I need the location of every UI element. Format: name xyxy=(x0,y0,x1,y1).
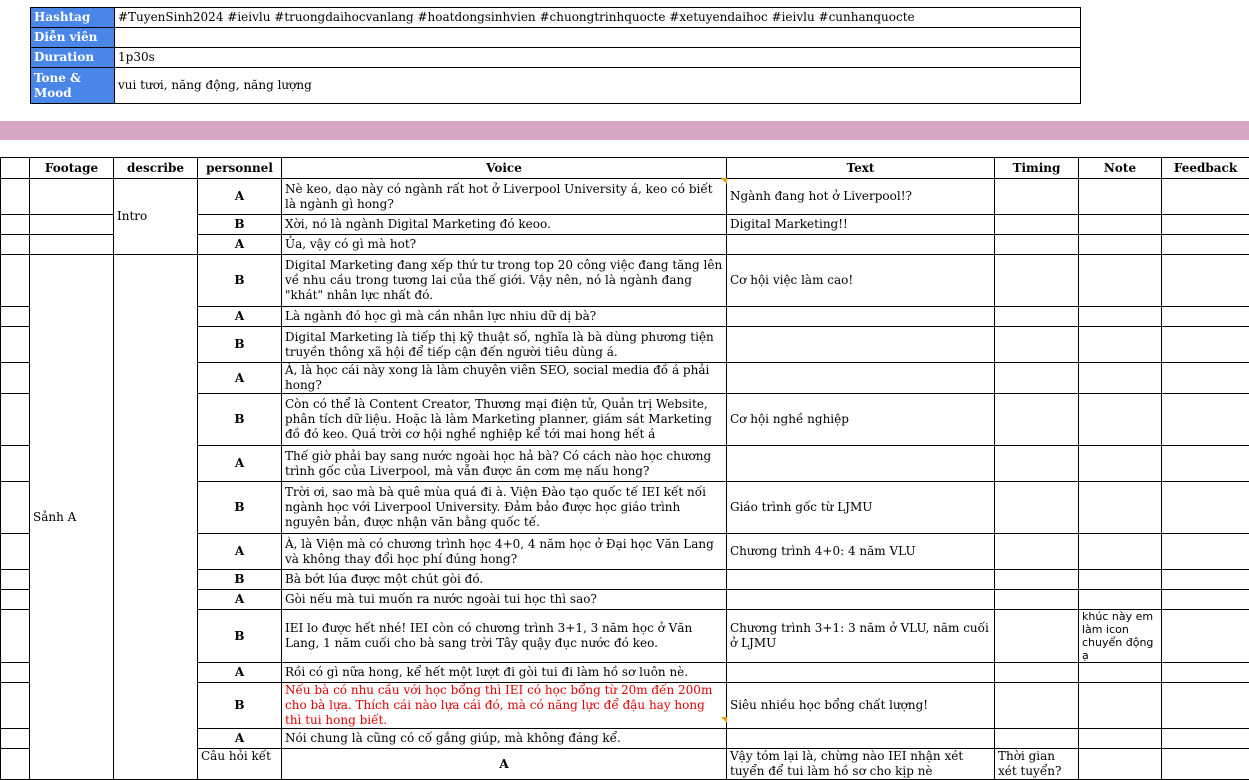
meta-label-duration[interactable]: Duration xyxy=(31,48,115,68)
cell-timing[interactable] xyxy=(995,590,1079,610)
comment-marker-icon[interactable] xyxy=(721,178,727,184)
cell-note[interactable]: khúc này em làm icon chuyển động ạ xyxy=(1079,610,1162,663)
cell-feedback[interactable] xyxy=(1162,729,1249,749)
cell-blank[interactable] xyxy=(1,179,30,215)
cell-timing[interactable] xyxy=(1079,749,1162,780)
header-row xyxy=(1,158,1249,179)
header-describe[interactable]: describe xyxy=(114,158,198,179)
cell-text[interactable]: Chương trình 3+1: 3 năm ở VLU, năm cuối ở LJMU xyxy=(727,610,995,663)
cell-feedback[interactable] xyxy=(1162,590,1249,610)
cell-personnel[interactable]: B xyxy=(198,683,282,729)
cell-text[interactable]: Digital Marketing!! xyxy=(727,215,995,235)
cell-voice[interactable]: À, là Viện mà có chương trình học 4+0, 4 năm học ở Đại học Văn Lang và không thay đổi học phí đúng hong? xyxy=(282,534,727,570)
cell-timing[interactable] xyxy=(995,570,1079,590)
cell-blank[interactable] xyxy=(1,590,30,610)
cell-personnel[interactable]: B xyxy=(198,482,282,534)
cell-text[interactable]: Giáo trình gốc từ LJMU xyxy=(727,482,995,534)
cell-text[interactable] xyxy=(727,570,995,590)
cell-personnel[interactable]: A xyxy=(198,590,282,610)
meta-row-hashtag xyxy=(31,8,1081,28)
header-personnel[interactable]: personnel xyxy=(198,158,282,179)
cell-note[interactable] xyxy=(1079,663,1162,683)
cell-blank[interactable] xyxy=(1,570,30,590)
cell-text[interactable]: Cơ hội nghề nghiệp xyxy=(727,394,995,446)
cell-note[interactable] xyxy=(1079,590,1162,610)
cell-text[interactable] xyxy=(727,446,995,482)
cell-personnel[interactable]: A xyxy=(282,749,727,780)
cell-blank[interactable] xyxy=(1,215,30,235)
cell-blank[interactable] xyxy=(1,307,30,327)
cell-note[interactable] xyxy=(1079,482,1162,534)
meta-label-hashtag[interactable]: Hashtag xyxy=(31,8,115,28)
cell-personnel[interactable]: B xyxy=(198,255,282,307)
cell-personnel[interactable]: A xyxy=(198,235,282,255)
cell-personnel[interactable]: B xyxy=(198,215,282,235)
cell-timing[interactable] xyxy=(995,534,1079,570)
cell-voice[interactable]: Digital Marketing là tiếp thị kỹ thuật số, nghĩa là bà dùng phương tiện truyền thông xã hội để tiếp cận đến người tiêu dùng á. xyxy=(282,327,727,363)
cell-feedback[interactable] xyxy=(1162,610,1249,663)
cell-timing[interactable] xyxy=(995,610,1079,663)
cell-note[interactable] xyxy=(1079,394,1162,446)
cell-feedback[interactable] xyxy=(1162,363,1249,394)
cell-personnel[interactable]: A xyxy=(198,729,282,749)
cell-feedback[interactable] xyxy=(1162,446,1249,482)
cell-note[interactable] xyxy=(1079,446,1162,482)
cell-describe-intro[interactable]: Intro xyxy=(114,179,198,255)
cell-timing[interactable] xyxy=(995,363,1079,394)
cell-personnel[interactable]: A xyxy=(198,179,282,215)
cell-feedback[interactable] xyxy=(1162,307,1249,327)
cell-note[interactable] xyxy=(1079,215,1162,235)
cell-timing[interactable] xyxy=(995,327,1079,363)
cell-note[interactable] xyxy=(1079,255,1162,307)
cell-blank[interactable] xyxy=(1,482,30,534)
meta-value-actors[interactable] xyxy=(115,28,1081,48)
script-table xyxy=(0,157,1249,780)
cell-blank[interactable] xyxy=(1,683,30,729)
cell-personnel[interactable]: A xyxy=(198,534,282,570)
meta-value-duration[interactable]: 1p30s xyxy=(115,48,1081,68)
table-row xyxy=(1,179,1249,215)
cell-blank[interactable] xyxy=(1,235,30,255)
cell-text[interactable] xyxy=(727,363,995,394)
cell-text[interactable]: Siêu nhiều học bổng chất lượng! xyxy=(727,683,995,729)
cell-voice[interactable]: Là ngành đó học gì mà cần nhân lực nhiu dữ dị bà? xyxy=(282,307,727,327)
cell-text[interactable] xyxy=(727,590,995,610)
cell-voice[interactable]: Ủa, vậy có gì mà hot? xyxy=(282,235,727,255)
cell-voice[interactable]: Vậy tóm lại là, chừng nào IEI nhận xét tuyển để tui làm hồ sơ cho kịp nè xyxy=(727,749,995,780)
meta-value-tone[interactable]: vui tươi, năng động, năng lượng xyxy=(115,68,1081,104)
meta-value-hashtag[interactable]: #TuyenSinh2024 #ieivlu #truongdaihocvanlang #hoatdongsinhvien #chuongtrinhquocte #xetuyendaihoc #ieivlu #cunhanquocte xyxy=(115,8,1081,28)
cell-note[interactable] xyxy=(1079,683,1162,729)
cell-voice[interactable]: Rồi có gì nữa hong, kể hết một lượt đi gòi tui đi làm hồ sơ luôn nè. xyxy=(282,663,727,683)
meta-row-duration xyxy=(31,48,1081,68)
cell-text[interactable] xyxy=(727,663,995,683)
cell-voice[interactable]: Nếu bà có nhu cầu với học bổng thì IEI có học bổng từ 20m đến 200m cho bà lựa. Thích cái nào lựa cái đó, mà có năng lực để đậu hay hong thì tui hong biết. xyxy=(282,683,727,729)
cell-blank[interactable] xyxy=(1,255,30,307)
header-footage[interactable]: Footage xyxy=(30,158,114,179)
cell-text[interactable]: Ngành đang hot ở Liverpool!? xyxy=(727,179,995,215)
cell-personnel[interactable]: A xyxy=(198,446,282,482)
meta-row-tone xyxy=(31,68,1081,104)
header-text[interactable]: Text xyxy=(727,158,995,179)
meta-label-tone[interactable]: Tone & Mood xyxy=(31,68,115,104)
cell-blank[interactable] xyxy=(1,363,30,394)
cell-timing[interactable] xyxy=(995,235,1079,255)
cell-blank[interactable] xyxy=(1,394,30,446)
cell-note[interactable] xyxy=(1079,729,1162,749)
header-note[interactable]: Note xyxy=(1079,158,1162,179)
cell-feedback[interactable] xyxy=(1162,394,1249,446)
cell-note[interactable] xyxy=(1079,179,1162,215)
cell-text[interactable] xyxy=(727,729,995,749)
cell-personnel[interactable]: A xyxy=(198,363,282,394)
comment-marker-icon[interactable] xyxy=(721,717,727,723)
cell-personnel[interactable]: B xyxy=(198,394,282,446)
cell-footage[interactable] xyxy=(30,235,114,255)
cell-feedback[interactable] xyxy=(1162,235,1249,255)
cell-footage[interactable] xyxy=(30,215,114,235)
header-timing[interactable]: Timing xyxy=(995,158,1079,179)
cell-note[interactable] xyxy=(1079,570,1162,590)
cell-note[interactable] xyxy=(1079,363,1162,394)
cell-timing[interactable] xyxy=(995,729,1079,749)
cell-text[interactable] xyxy=(727,307,995,327)
cell-timing[interactable] xyxy=(995,215,1079,235)
cell-footage[interactable] xyxy=(30,179,114,215)
cell-footage-sanh-a[interactable]: Sảnh A xyxy=(30,255,114,780)
cell-voice[interactable]: Thế giờ phải bay sang nước ngoài học hả bà? Có cách nào học chương trình gốc của Liverpool, mà vẫn được ăn cơm mẹ nấu hong? xyxy=(282,446,727,482)
cell-personnel[interactable]: B xyxy=(198,327,282,363)
cell-voice[interactable]: Trời ơi, sao mà bà quê mùa quá đi à. Viện Đào tạo quốc tế IEI kết nối ngành học với Liverpool University. Đảm bảo được học giáo trình nguyên bản, được nhận văn bằng quốc tế. xyxy=(282,482,727,534)
cell-timing[interactable] xyxy=(995,394,1079,446)
cell-note[interactable] xyxy=(1079,327,1162,363)
cell-timing[interactable] xyxy=(995,663,1079,683)
cell-timing[interactable] xyxy=(995,179,1079,215)
cell-feedback[interactable] xyxy=(1162,327,1249,363)
cell-feedback[interactable] xyxy=(1162,215,1249,235)
cell-timing[interactable] xyxy=(995,255,1079,307)
cell-voice[interactable]: IEI lo được hết nhé! IEI còn có chương trình 3+1, 3 năm học ở Văn Lang, 1 năm cuối cho bà sang trời Tây quậy đục nước đó keo. xyxy=(282,610,727,663)
cell-text[interactable]: Thời gian xét tuyển? xyxy=(995,749,1079,780)
cell-blank[interactable] xyxy=(1,446,30,482)
cell-feedback[interactable] xyxy=(1162,683,1249,729)
cell-voice[interactable]: À, là học cái này xong là làm chuyên viên SEO, social media đồ á phải hong? xyxy=(282,363,727,394)
cell-text[interactable] xyxy=(727,235,995,255)
cell-blank[interactable] xyxy=(1,663,30,683)
cell-note[interactable] xyxy=(1079,235,1162,255)
header-cell-blank[interactable] xyxy=(1,158,30,179)
cell-note[interactable] xyxy=(1079,307,1162,327)
cell-timing[interactable] xyxy=(995,446,1079,482)
cell-feedback[interactable] xyxy=(1162,255,1249,307)
cell-text[interactable] xyxy=(727,327,995,363)
cell-blank[interactable] xyxy=(1,327,30,363)
table-row xyxy=(1,255,1249,307)
cell-personnel[interactable]: A xyxy=(198,307,282,327)
cell-text[interactable]: Cơ hội việc làm cao! xyxy=(727,255,995,307)
cell-feedback[interactable] xyxy=(1162,663,1249,683)
cell-feedback[interactable] xyxy=(1162,482,1249,534)
header-feedback[interactable]: Feedback xyxy=(1162,158,1249,179)
cell-blank[interactable] xyxy=(1,729,30,749)
cell-personnel[interactable]: A xyxy=(198,663,282,683)
cell-note[interactable] xyxy=(1162,749,1249,780)
cell-voice[interactable]: Nói chung là cũng có cố gắng giúp, mà không đáng kể. xyxy=(282,729,727,749)
cell-voice[interactable]: Xời, nó là ngành Digital Marketing đó keoo. xyxy=(282,215,727,235)
cell-voice[interactable]: Digital Marketing đang xếp thứ tư trong top 20 công việc đang tăng lên về nhu cầu trong tương lai của thế giới. Vậy nên, nó là ngành đang "khát" nhân lực nhất đó. xyxy=(282,255,727,307)
cell-feedback[interactable] xyxy=(1162,570,1249,590)
cell-timing[interactable] xyxy=(995,683,1079,729)
cell-personnel[interactable]: B xyxy=(198,570,282,590)
cell-voice[interactable]: Gòi nếu mà tui muốn ra nước ngoài tui học thì sao? xyxy=(282,590,727,610)
cell-text[interactable]: Chương trình 4+0: 4 năm VLU xyxy=(727,534,995,570)
meta-label-actors[interactable]: Diễn viên xyxy=(31,28,115,48)
cell-note[interactable] xyxy=(1079,534,1162,570)
cell-voice[interactable]: Bà bớt lúa được một chút gòi đó. xyxy=(282,570,727,590)
cell-timing[interactable] xyxy=(995,482,1079,534)
cell-describe[interactable] xyxy=(114,255,198,780)
cell-blank[interactable] xyxy=(1,749,30,780)
cell-describe-closing[interactable]: Câu hỏi kết xyxy=(198,749,282,780)
section-divider-band xyxy=(0,121,1249,140)
meta-row-actors xyxy=(31,28,1081,48)
cell-feedback[interactable] xyxy=(1162,534,1249,570)
cell-blank[interactable] xyxy=(1,610,30,663)
header-voice[interactable]: Voice xyxy=(282,158,727,179)
meta-table xyxy=(30,7,1081,104)
cell-voice[interactable]: Còn có thể là Content Creator, Thương mại điện tử, Quản trị Website, phân tích dữ liệu. Hoặc là làm Marketing planner, giám sát Marketing đồ đó keo. Quá trời cơ hội nghề nghiệp kể tới mai hong hết á xyxy=(282,394,727,446)
cell-timing[interactable] xyxy=(995,307,1079,327)
cell-personnel[interactable]: B xyxy=(198,610,282,663)
cell-feedback[interactable] xyxy=(1162,179,1249,215)
cell-voice[interactable]: Nè keo, dạo này có ngành rất hot ở Liverpool University á, keo có biết là ngành gì hong? xyxy=(282,179,727,215)
cell-blank[interactable] xyxy=(1,534,30,570)
